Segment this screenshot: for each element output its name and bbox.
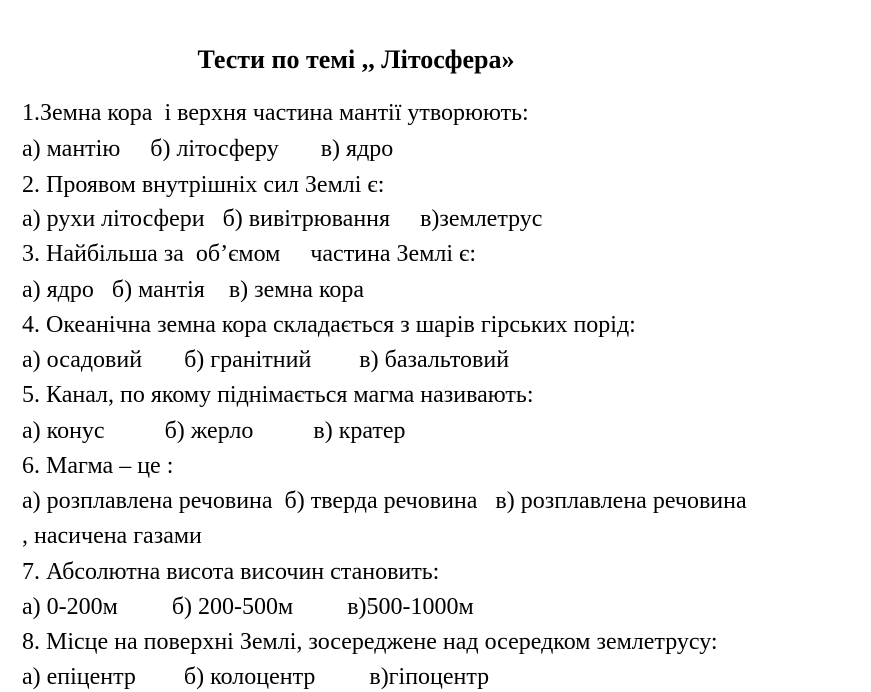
question-6: 6. Магма – це :	[22, 453, 174, 479]
question-7: 7. Абсолютна висота височин становить:	[22, 559, 440, 585]
page-title: Тести по темі ,, Літосфера»	[197, 45, 515, 74]
answers-7: а) 0-200м б) 200-500м в)500-1000м	[22, 594, 474, 620]
answers-6: а) розплавлена речовина б) тверда речовина в) розплавлена речовина	[22, 488, 747, 514]
answers-6-cont: , насичена газами	[22, 523, 202, 549]
question-1: 1.Земна кора і верхня частина мантії утворюють:	[22, 100, 529, 126]
answers-5: а) конус б) жерло в) кратер	[22, 418, 406, 444]
question-5: 5. Канал, по якому піднімається магма називають:	[22, 382, 534, 408]
question-8: 8. Місце на поверхні Землі, зосереджене над осередком землетрусу:	[22, 629, 718, 655]
answers-1: а) мантію б) літосферу в) ядро	[22, 136, 394, 162]
answers-2: а) рухи літосфери б) вивітрювання в)землетрус	[22, 206, 543, 232]
question-2: 2. Проявом внутрішніх сил Землі є:	[22, 172, 385, 198]
answers-3: а) ядро б) мантія в) земна кора	[22, 277, 365, 303]
answers-8: а) епіцентр б) колоцентр в)гіпоцентр	[22, 664, 490, 690]
question-3: 3. Найбільша за об’ємом частина Землі є:	[22, 241, 476, 267]
answers-4: а) осадовий б) гранітний в) базальтовий	[22, 347, 510, 373]
question-4: 4. Океанічна земна кора складається з шарів гірських порід:	[22, 312, 636, 338]
